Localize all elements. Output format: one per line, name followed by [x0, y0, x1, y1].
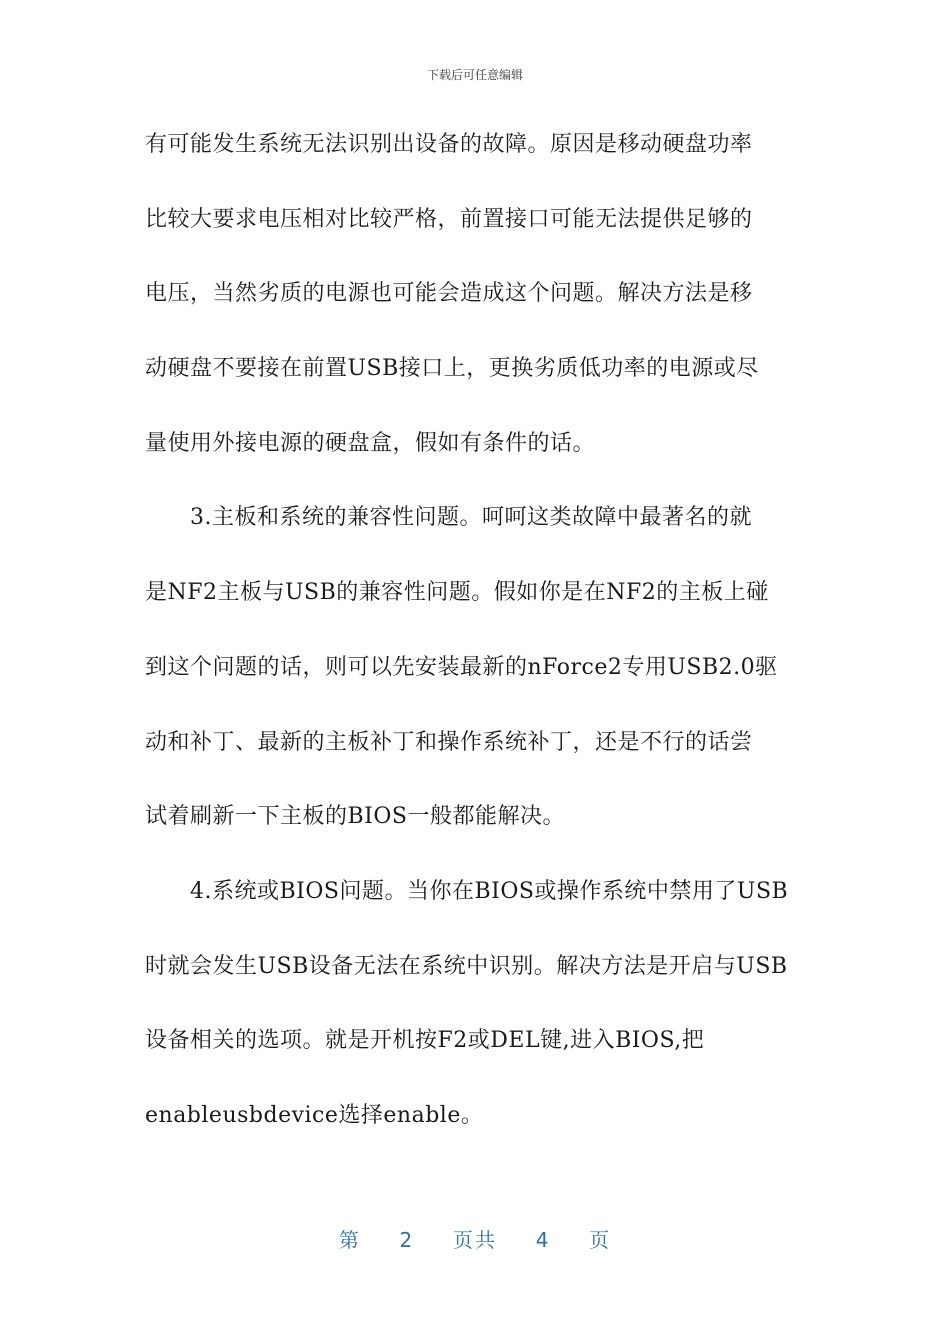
- body-line: enableusbdevice选择enable。: [145, 1102, 484, 1128]
- body-line: 时就会发生USB设备无法在系统中识别。解决方法是开启与USB: [145, 953, 788, 979]
- body-line: 设备相关的选项。就是开机按F2或DEL键,进入BIOS,把: [145, 1028, 705, 1054]
- document-body: [145, 120, 810, 1166]
- current-page-number: 2: [399, 1228, 415, 1252]
- body-line: 量使用外接电源的硬盘盒，假如有条件的话。: [145, 430, 596, 456]
- footer-label-ye: 页: [589, 1228, 612, 1252]
- page-footer: [0, 1224, 950, 1253]
- body-line: 试着刷新一下主板的BIOS一般都能解决。: [145, 804, 565, 830]
- page-header: 下载后可任意编辑: [426, 68, 523, 82]
- total-pages-number: 4: [535, 1228, 551, 1252]
- body-line: 动硬盘不要接在前置USB接口上，更换劣质低功率的电源或尽: [145, 356, 759, 382]
- paragraph-4-first-line: 4.系统或BIOS问题。当你在BIOS或操作系统中禁用了USB: [190, 878, 789, 904]
- body-line: 动和补丁、最新的主板补丁和操作系统补丁，还是不行的话尝: [145, 729, 753, 755]
- body-line: 到这个问题的话，则可以先安装最新的nForce2专用USB2.0驱: [145, 654, 778, 680]
- body-line: 有可能发生系统无法识别出设备的故障。原因是移动硬盘功率: [145, 132, 753, 157]
- footer-label-ye-gong: 页共: [453, 1228, 497, 1252]
- body-line: 电压，当然劣质的电源也可能会造成这个问题。解决方法是移: [145, 281, 753, 307]
- footer-label-di: 第: [338, 1228, 361, 1252]
- body-line: 比较大要求电压相对比较严格，前置接口可能无法提供足够的: [145, 206, 753, 232]
- paragraph-3-first-line: 3.主板和系统的兼容性问题。呵呵这类故障中最著名的就: [190, 505, 752, 531]
- body-line: 是NF2主板与USB的兼容性问题。假如你是在NF2的主板上碰: [145, 580, 769, 606]
